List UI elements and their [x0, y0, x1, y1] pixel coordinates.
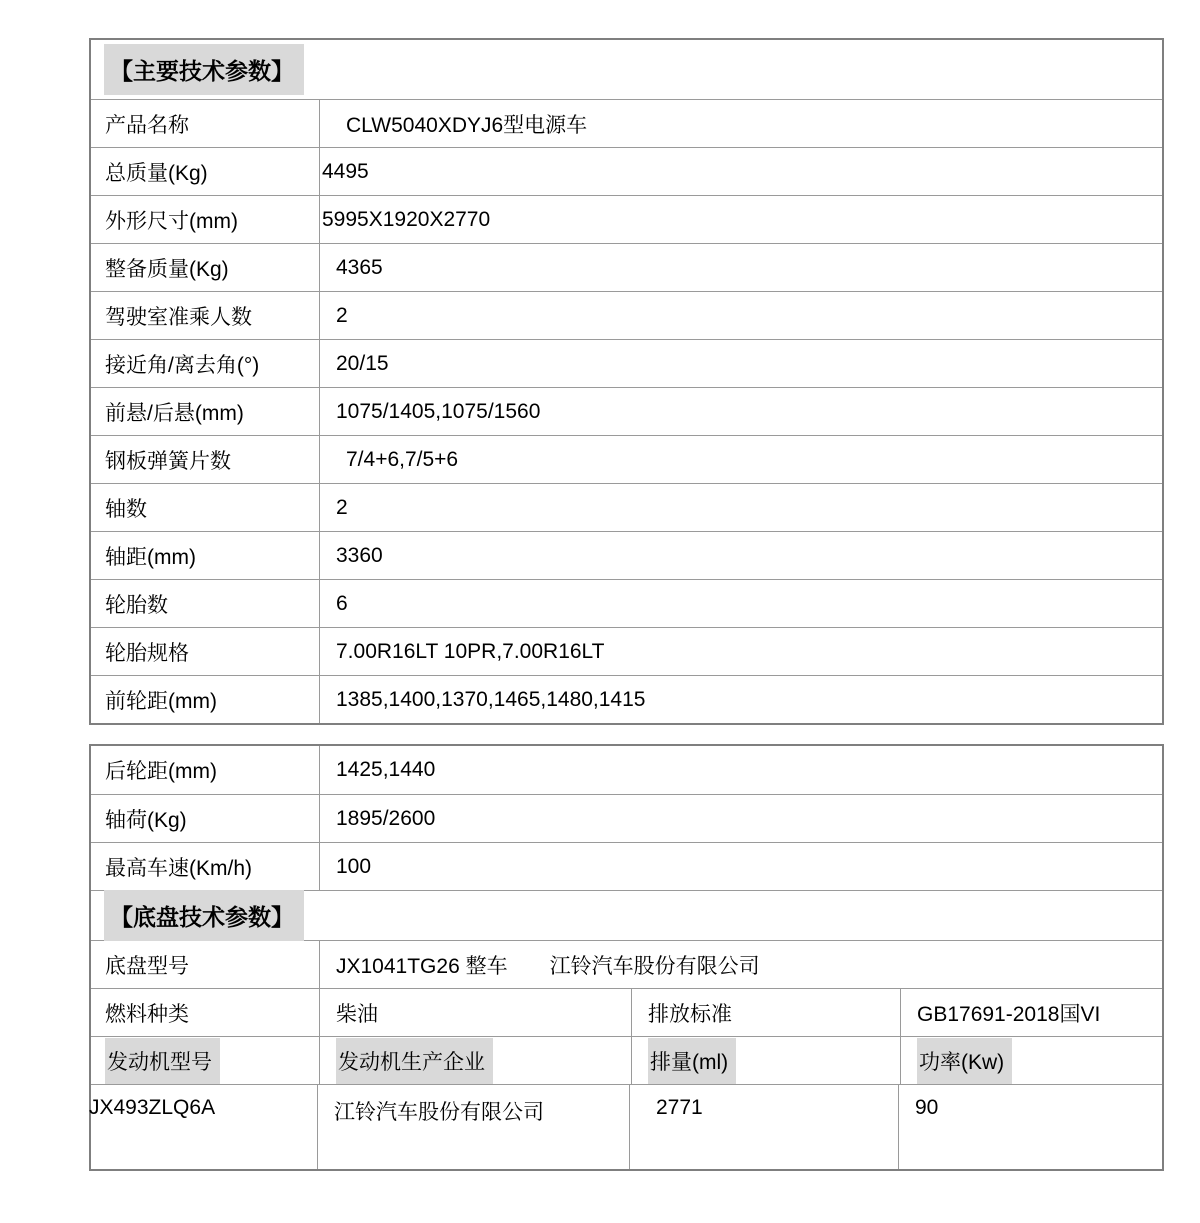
chassis-params-table — [89, 744, 1164, 1171]
fuel-type-value: 柴油 — [320, 989, 632, 1036]
table-row — [91, 387, 1162, 435]
engine-manufacturer-value: 江铃汽车股份有限公司 — [318, 1085, 630, 1169]
row-value: 1075/1405,1075/1560 — [336, 399, 541, 423]
row-label: 整备质量(Kg) — [91, 244, 320, 291]
main-section-header-cell — [91, 44, 1162, 95]
emission-standard-label: 排放标准 — [632, 989, 901, 1036]
main-params-table — [89, 38, 1164, 725]
row-value: 1425,1440 — [336, 758, 436, 781]
table-row — [91, 339, 1162, 387]
row-label: 后轮距(mm) — [91, 746, 320, 794]
chassis-section-header-cell — [91, 890, 1162, 941]
row-label: 最高车速(Km/h) — [91, 843, 320, 890]
row-value: JX1041TG26 整车 江铃汽车股份有限公司 — [336, 954, 760, 978]
table-row — [91, 435, 1162, 483]
row-value: 20/15 — [336, 351, 389, 375]
row-value: 2 — [336, 495, 348, 519]
table-row — [91, 842, 1162, 890]
row-label: 钢板弹簧片数 — [91, 436, 320, 483]
row-label: 轮胎数 — [91, 580, 320, 627]
row-label: 接近角/离去角(°) — [91, 340, 320, 387]
engine-manufacturer-header-text: 发动机生产企业 — [336, 1038, 493, 1084]
table-row — [91, 243, 1162, 291]
table-row — [91, 99, 1162, 147]
row-value: 5995X1920X2770 — [322, 207, 491, 231]
main-section-title: 【主要技术参数】 — [104, 44, 304, 95]
row-label: 前悬/后悬(mm) — [91, 388, 320, 435]
row-label: 外形尺寸(mm) — [91, 196, 320, 243]
row-label: 总质量(Kg) — [91, 148, 320, 195]
engine-model-header — [91, 1037, 320, 1084]
fuel-emission-row — [91, 988, 1162, 1036]
displacement-header-text: 排量(ml) — [648, 1038, 736, 1084]
engine-model-value: JX493ZLQ6A — [89, 1085, 318, 1169]
table-row — [91, 746, 1162, 794]
table-row — [91, 195, 1162, 243]
engine-values-row — [91, 1084, 1162, 1169]
displacement-header — [632, 1037, 901, 1084]
row-value: 2 — [336, 303, 348, 327]
row-label: 轮胎规格 — [91, 628, 320, 675]
row-value: 4495 — [322, 159, 369, 183]
power-header-text: 功率(Kw) — [917, 1038, 1012, 1084]
row-label: 底盘型号 — [91, 941, 320, 988]
row-value: 6 — [336, 591, 348, 615]
table-row — [91, 531, 1162, 579]
row-value: 100 — [336, 854, 372, 878]
fuel-type-label: 燃料种类 — [91, 989, 320, 1036]
table-row — [91, 675, 1162, 723]
displacement-value: 2771 — [630, 1085, 899, 1169]
table-row — [91, 627, 1162, 675]
engine-header-row — [91, 1036, 1162, 1084]
row-label: 轴荷(Kg) — [91, 795, 320, 842]
chassis-section-title: 【底盘技术参数】 — [104, 890, 304, 941]
row-label: 驾驶室准乘人数 — [91, 292, 320, 339]
row-value: 7/4+6,7/5+6 — [346, 447, 459, 471]
row-value: 1385,1400,1370,1465,1480,1415 — [336, 687, 646, 711]
row-value: 7.00R16LT 10PR,7.00R16LT — [336, 639, 605, 663]
row-label: 产品名称 — [91, 100, 320, 147]
power-header — [901, 1037, 1162, 1084]
table-row — [91, 579, 1162, 627]
row-value: 3360 — [336, 543, 383, 567]
chassis-model-row — [91, 940, 1162, 988]
emission-standard-value: GB17691-2018国VI — [917, 1002, 1101, 1026]
engine-manufacturer-header — [320, 1037, 632, 1084]
table-row — [91, 291, 1162, 339]
engine-model-header-text: 发动机型号 — [105, 1038, 220, 1084]
table-row — [91, 794, 1162, 842]
table-row — [91, 147, 1162, 195]
table-row — [91, 483, 1162, 531]
chassis-section-header-row — [91, 890, 1162, 940]
row-label: 轴距(mm) — [91, 532, 320, 579]
row-label: 前轮距(mm) — [91, 676, 320, 723]
row-label: 轴数 — [91, 484, 320, 531]
row-value: 1895/2600 — [336, 806, 436, 830]
main-section-header-row — [91, 40, 1162, 99]
row-value: 4365 — [336, 255, 383, 279]
power-value: 90 — [915, 1096, 939, 1119]
row-value: CLW5040XDYJ6型电源车 — [346, 113, 588, 137]
